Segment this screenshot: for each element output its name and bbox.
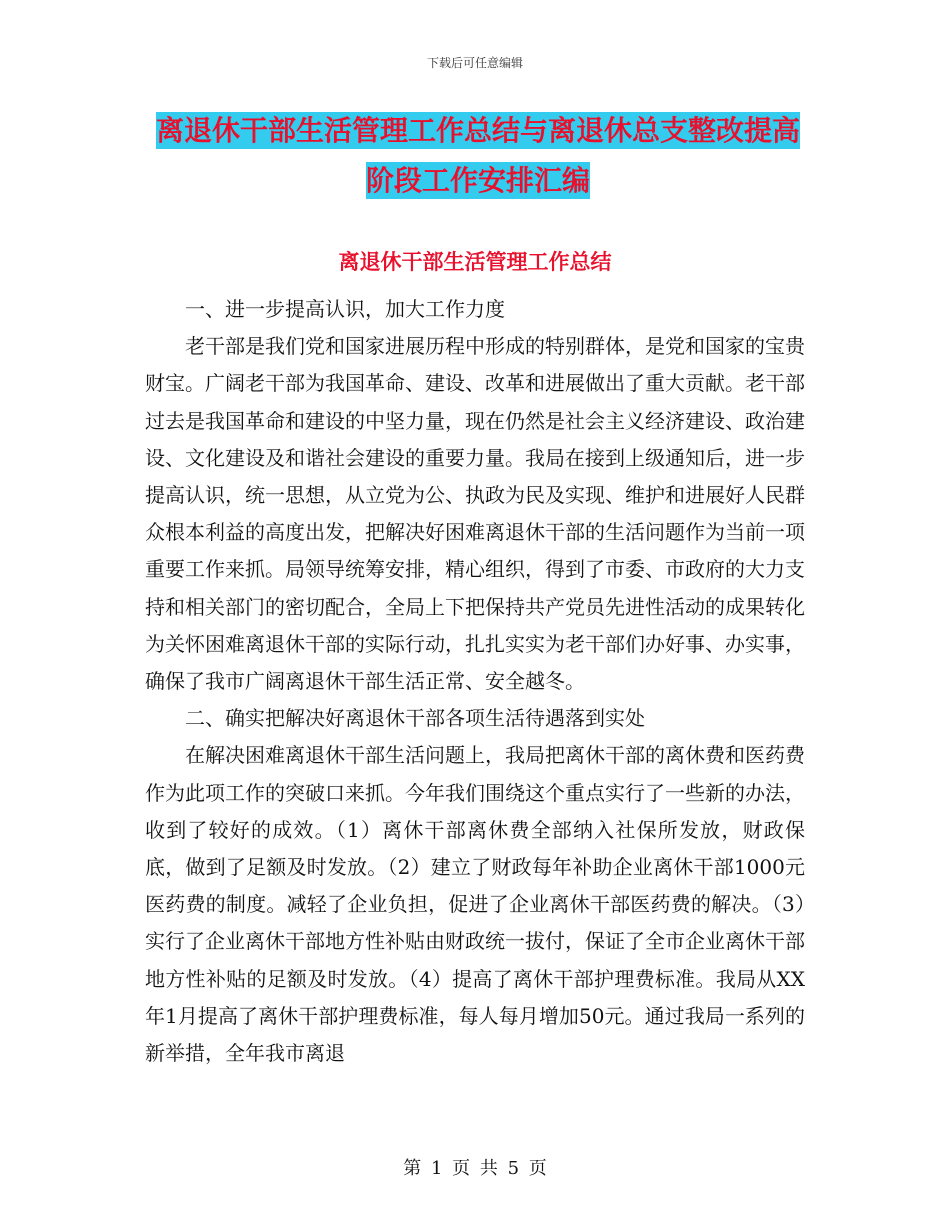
paragraph-2: 在解决困难离退休干部生活问题上，我局把离休干部的离休费和医药费作为此项工作的突破口来抓。今年我们围绕这个重点实行了一些新的办法，收到了较好的成效。（1）离休干部离休费全部纳入社保所发放，财政保底，做到了足额及时发放。（2）建立了财政每年补助企业离休干部1000元医药费的制度。减轻了企业负担，促进了企业离休干部医药费的解决。（3）实行了企业离休干部地方性补贴由财政统一拔付，保证了全市企业离休干部地方性补贴的足额及时发放。（4）提高了离休干部护理费标准。我局从XX年1月提高了离休干部护理费标准，每人每月增加50元。通过我局一系列的新举措，全年我市离退	[145, 743, 805, 1066]
document-title-line2: 阶段工作安排汇编	[365, 164, 590, 197]
header-note: 下载后可任意编辑	[426, 56, 523, 70]
paragraph-1: 老干部是我们党和国家进展历程中形成的特别群体，是党和国家的宝贵财宝。广阔老干部为我国革命、建设、改革和进展做出了重大贡献。老干部过去是我国革命和建设的中坚力量，现在仍然是社会主义经济建设、政治建设、文化建设及和谐社会建设的重要力量。我局在接到上级通知后，进一步提高认识，统一思想，从立党为公、执政为民及实现、维护和进展好人民群众根本利益的高度出发，把解决好困难离退休干部的生活问题作为当前一项重要工作来抓。局领导统筹安排，精心组织，得到了市委、市政府的大力支持和相关部门的密切配合，全局上下把保持共产党员先进性活动的成果转化为关怀困难离退休干部的实际行动，扎扎实实为老干部们办好事、办实事，确保了我市广阔离退休干部生活正常、安全越冬。	[145, 334, 805, 694]
heading-1: 一、进一步提高认识，加大工作力度	[185, 297, 505, 321]
document-title	[148, 106, 808, 206]
heading-2: 二、确实把解决好离退休干部各项生活待遇落到实处	[185, 706, 645, 731]
section-title: 离退休干部生活管理工作总结	[338, 249, 612, 274]
page-footer: 第 1 页 共 5 页	[403, 1158, 547, 1179]
body-text	[145, 291, 805, 1072]
document-title-line1: 离退休干部生活管理工作总结与离退休总支整改提高	[155, 114, 800, 147]
